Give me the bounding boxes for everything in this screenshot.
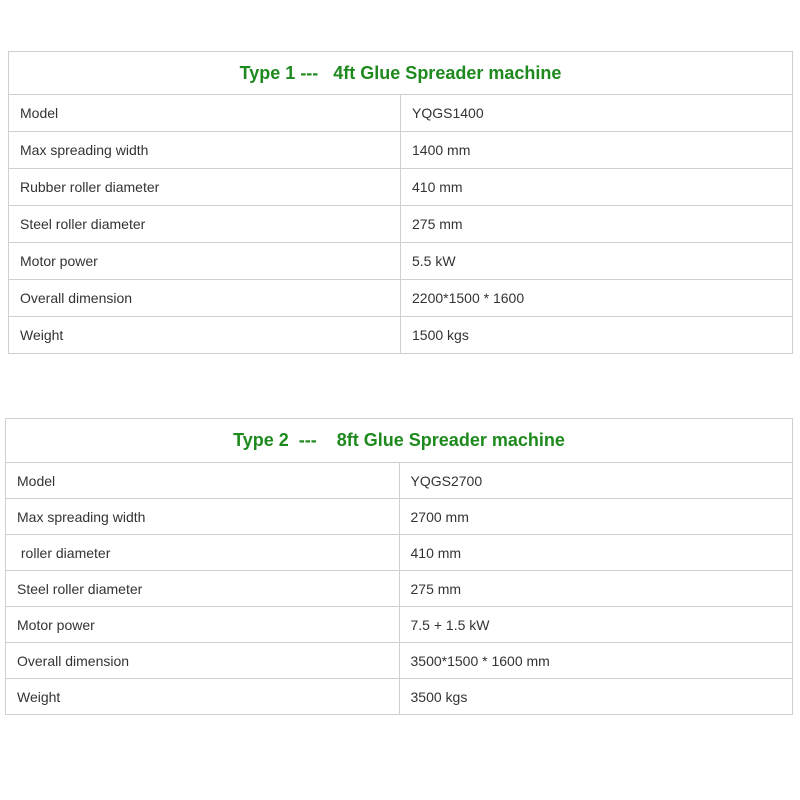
spec-label: Motor power: [6, 607, 400, 643]
spec-value: 2200*1500 * 1600: [401, 280, 793, 317]
spec-label: Max spreading width: [9, 132, 401, 169]
spec-value: 410 mm: [399, 535, 793, 571]
spec-value: 275 mm: [399, 571, 793, 607]
spec-label: Model: [9, 95, 401, 132]
spec-value: 410 mm: [401, 169, 793, 206]
spec-value: 7.5 + 1.5 kW: [399, 607, 793, 643]
table-row: [9, 169, 793, 206]
spec-table-type-1: [8, 51, 793, 354]
spec-value: 1500 kgs: [401, 317, 793, 354]
spec-label: Weight: [6, 679, 400, 715]
table-header-row: [9, 52, 793, 95]
table-row: [9, 132, 793, 169]
table-title: Type 1 --- 4ft Glue Spreader machine: [9, 52, 793, 95]
spec-label: roller diameter: [6, 535, 400, 571]
table-row: [9, 243, 793, 280]
table-row: [9, 95, 793, 132]
spec-label: Model: [6, 463, 400, 499]
table-row: [6, 535, 793, 571]
spec-value: 1400 mm: [401, 132, 793, 169]
spec-value: 5.5 kW: [401, 243, 793, 280]
table-title: Type 2 --- 8ft Glue Spreader machine: [6, 419, 793, 463]
spec-label: Overall dimension: [6, 643, 400, 679]
spec-label: Motor power: [9, 243, 401, 280]
spec-value: 2700 mm: [399, 499, 793, 535]
spec-value: YQGS2700: [399, 463, 793, 499]
spec-label: Steel roller diameter: [9, 206, 401, 243]
table-row: [6, 643, 793, 679]
spec-value: YQGS1400: [401, 95, 793, 132]
spec-label: Weight: [9, 317, 401, 354]
table-row: [6, 679, 793, 715]
spec-value: 3500 kgs: [399, 679, 793, 715]
table-row: [9, 206, 793, 243]
table-row: [6, 607, 793, 643]
spec-label: Overall dimension: [9, 280, 401, 317]
spec-value: 275 mm: [401, 206, 793, 243]
spec-label: Steel roller diameter: [6, 571, 400, 607]
spec-label: Rubber roller diameter: [9, 169, 401, 206]
spec-value: 3500*1500 * 1600 mm: [399, 643, 793, 679]
table-row: [9, 317, 793, 354]
table-row: [6, 463, 793, 499]
table-row: [9, 280, 793, 317]
spec-table-type-2: [5, 418, 793, 715]
table-row: [6, 499, 793, 535]
table-row: [6, 571, 793, 607]
table-header-row: [6, 419, 793, 463]
spec-label: Max spreading width: [6, 499, 400, 535]
